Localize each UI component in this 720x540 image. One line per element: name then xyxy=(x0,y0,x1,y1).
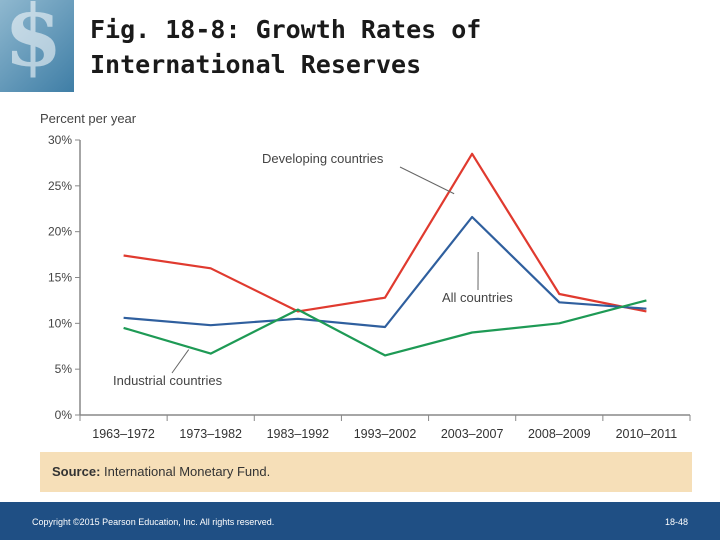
series-line-developing-countries xyxy=(124,154,647,312)
y-tick-label: 10% xyxy=(47,316,72,331)
series-line-all-countries xyxy=(124,217,647,327)
title-line-1: Fig. 18-8: Growth Rates of xyxy=(90,15,482,44)
y-tick-label: 20% xyxy=(47,224,72,239)
x-tick-label: 2003–2007 xyxy=(440,427,504,441)
y-tick-label: 0% xyxy=(54,408,72,422)
source-text: International Monetary Fund. xyxy=(104,464,271,479)
slide-title xyxy=(90,12,650,82)
x-tick-label: 2010–2011 xyxy=(615,427,678,441)
leader-line xyxy=(172,350,189,373)
annotation-industrial-countries: Industrial countries xyxy=(113,373,223,388)
x-tick-label: 1983–1992 xyxy=(266,427,330,441)
title-line-2: International Reserves xyxy=(90,50,422,79)
x-tick-label: 1993–2002 xyxy=(353,427,417,441)
x-tick-label: 2008–2009 xyxy=(527,427,591,441)
source-label: Source: xyxy=(52,464,101,479)
y-tick-label: 30% xyxy=(47,133,72,147)
source-note xyxy=(40,452,692,492)
y-axis-label: Percent per year xyxy=(40,111,137,126)
dollar-sign-icon: $ xyxy=(4,0,63,85)
page-number: 18-48 xyxy=(664,517,688,527)
logo xyxy=(0,0,74,92)
line-chart xyxy=(0,95,720,450)
copyright-text: Copyright ©2015 Pearson Education, Inc. All rights reserved. xyxy=(32,517,275,527)
x-tick-label: 1973–1982 xyxy=(179,427,243,441)
y-tick-label: 15% xyxy=(47,270,72,285)
leader-line xyxy=(400,167,454,194)
y-tick-label: 25% xyxy=(47,178,72,193)
y-tick-label: 5% xyxy=(54,362,72,377)
footer-bar xyxy=(0,502,720,540)
annotation-all-countries: All countries xyxy=(442,290,513,305)
annotation-developing-countries: Developing countries xyxy=(262,151,384,166)
x-tick-label: 1963–1972 xyxy=(92,427,155,441)
